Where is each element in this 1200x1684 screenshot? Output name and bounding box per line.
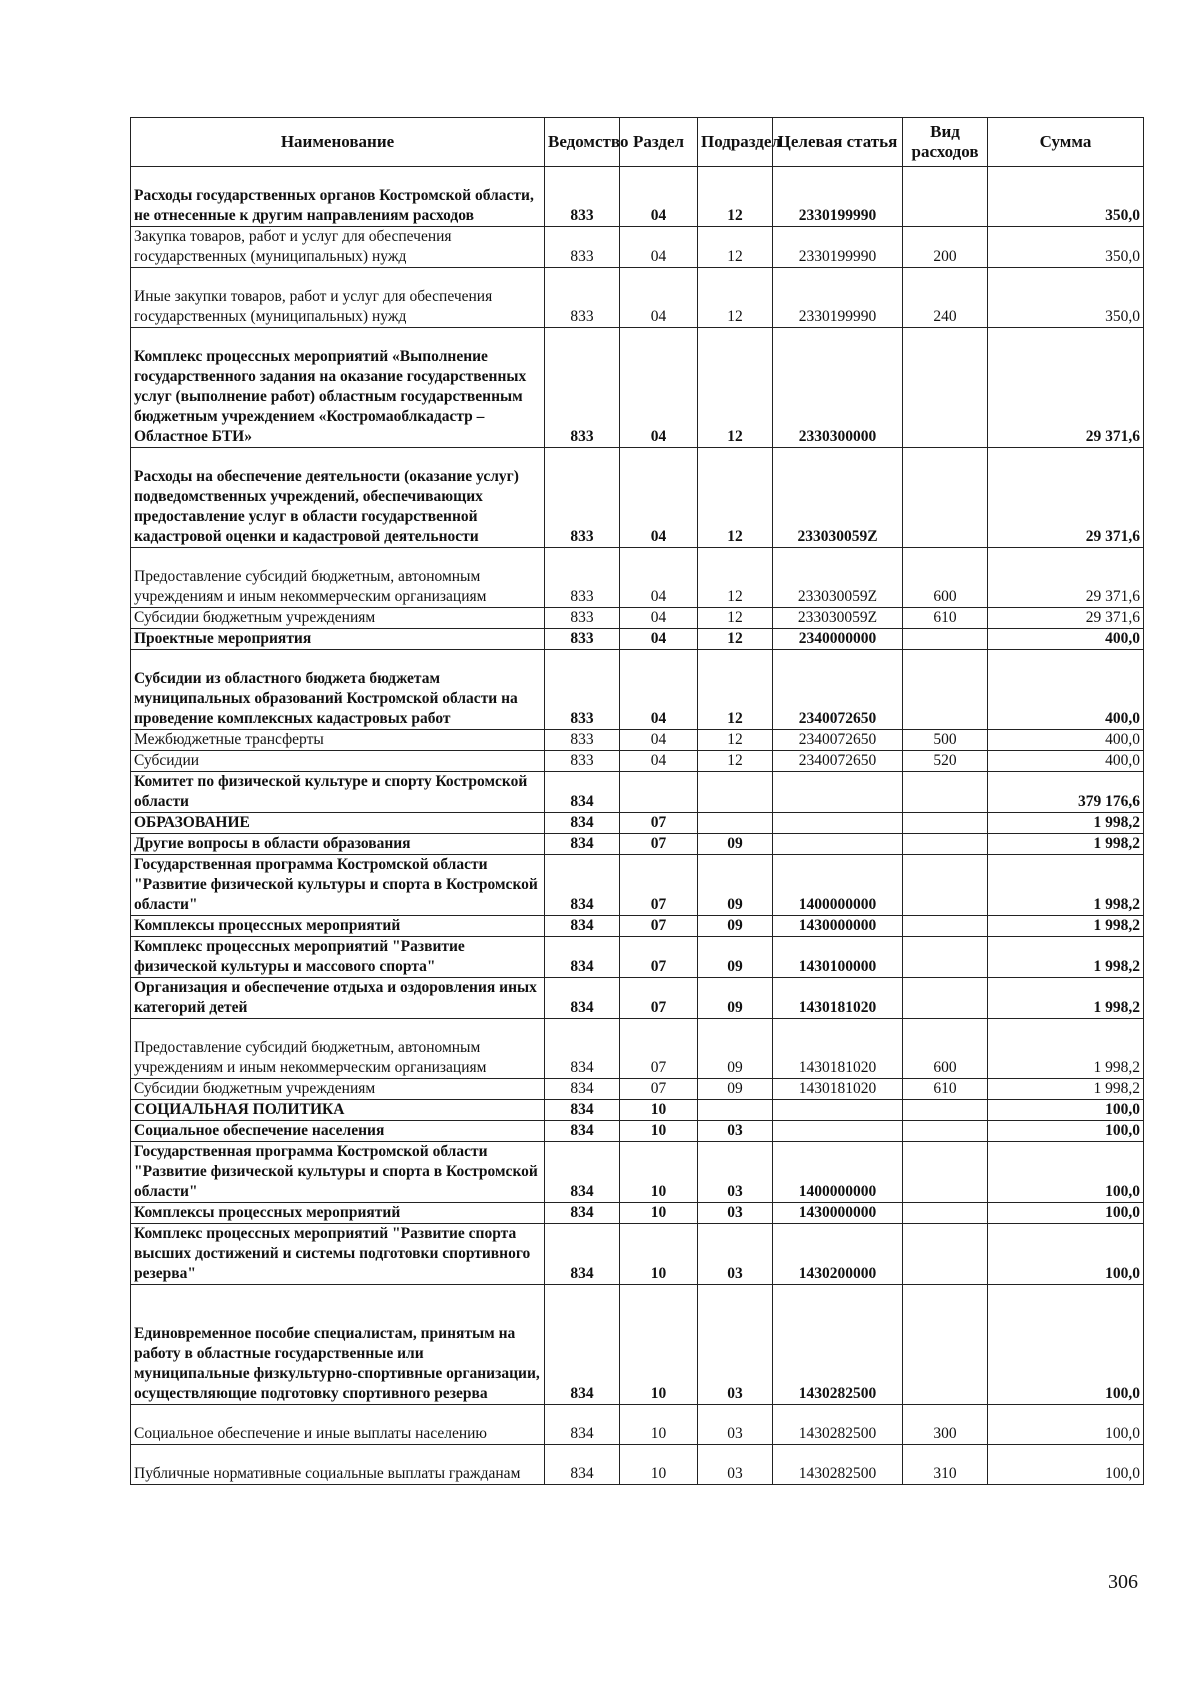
cell-name: Иные закупки товаров, работ и услуг для обеспечения государственных (муниципальных) нужд	[131, 268, 545, 328]
cell-subsection: 12	[698, 629, 773, 650]
cell-subsection: 03	[698, 1285, 773, 1405]
cell-subsection: 09	[698, 978, 773, 1019]
cell-kind: 310	[903, 1445, 988, 1485]
cell-sum: 1 998,2	[988, 834, 1144, 855]
cell-kind	[903, 328, 988, 448]
cell-sum: 100,0	[988, 1203, 1144, 1224]
cell-name: Субсидии из областного бюджета бюджетам муниципальных образований Костромской области на проведение комплексных кадастровых работ	[131, 650, 545, 730]
cell-kind	[903, 1285, 988, 1405]
cell-section: 07	[620, 916, 698, 937]
cell-name: Субсидии бюджетным учреждениям	[131, 1079, 545, 1100]
cell-target: 233030059Z	[773, 608, 903, 629]
cell-subsection: 09	[698, 937, 773, 978]
cell-sum: 100,0	[988, 1405, 1144, 1445]
cell-subsection: 03	[698, 1142, 773, 1203]
cell-subsection: 12	[698, 448, 773, 548]
cell-dept: 834	[545, 1079, 620, 1100]
table-row	[131, 1142, 1144, 1203]
header-kind: Вид расходов	[903, 118, 988, 167]
cell-sum: 1 998,2	[988, 937, 1144, 978]
cell-kind	[903, 1142, 988, 1203]
cell-subsection: 12	[698, 751, 773, 772]
cell-dept: 834	[545, 1405, 620, 1445]
cell-section: 04	[620, 751, 698, 772]
cell-dept: 833	[545, 730, 620, 751]
cell-kind: 200	[903, 227, 988, 268]
cell-sum: 100,0	[988, 1285, 1144, 1405]
table-row	[131, 1019, 1144, 1079]
cell-sum: 379 176,6	[988, 772, 1144, 813]
cell-subsection: 09	[698, 855, 773, 916]
header-row	[131, 118, 1144, 167]
table-row	[131, 629, 1144, 650]
cell-section: 07	[620, 1079, 698, 1100]
cell-sum: 1 998,2	[988, 1079, 1144, 1100]
cell-section	[620, 772, 698, 813]
cell-name: Комплекс процессных мероприятий "Развитие физической культуры и массового спорта"	[131, 937, 545, 978]
cell-name: Проектные мероприятия	[131, 629, 545, 650]
cell-subsection: 12	[698, 227, 773, 268]
cell-kind	[903, 1203, 988, 1224]
cell-kind: 610	[903, 608, 988, 629]
cell-sum: 350,0	[988, 227, 1144, 268]
table-row	[131, 1121, 1144, 1142]
cell-target	[773, 1100, 903, 1121]
cell-subsection: 03	[698, 1203, 773, 1224]
cell-section: 04	[620, 608, 698, 629]
cell-name: Единовременное пособие специалистам, принятым на работу в областные государственные или муниципальные физкультурно-спортивные организации, осуществляющие подготовку спортивного резерва	[131, 1285, 545, 1405]
cell-sum: 100,0	[988, 1142, 1144, 1203]
cell-dept: 834	[545, 978, 620, 1019]
table-row	[131, 1100, 1144, 1121]
cell-kind: 240	[903, 268, 988, 328]
cell-subsection: 03	[698, 1445, 773, 1485]
cell-section: 10	[620, 1203, 698, 1224]
cell-sum: 29 371,6	[988, 608, 1144, 629]
cell-name: Государственная программа Костромской области "Развитие физической культуры и спорта в Костромской области"	[131, 855, 545, 916]
cell-target: 2330199990	[773, 268, 903, 328]
cell-sum: 400,0	[988, 730, 1144, 751]
cell-target: 1430181020	[773, 1079, 903, 1100]
cell-name: Комитет по физической культуре и спорту Костромской области	[131, 772, 545, 813]
table-row	[131, 813, 1144, 834]
header-section: Раздел	[620, 118, 698, 167]
cell-kind: 500	[903, 730, 988, 751]
cell-target: 2330199990	[773, 167, 903, 227]
cell-sum: 100,0	[988, 1100, 1144, 1121]
cell-sum: 400,0	[988, 629, 1144, 650]
cell-subsection: 12	[698, 730, 773, 751]
cell-sum: 29 371,6	[988, 448, 1144, 548]
cell-target: 233030059Z	[773, 448, 903, 548]
table-row	[131, 1224, 1144, 1285]
table-row	[131, 772, 1144, 813]
cell-name: Комплексы процессных мероприятий	[131, 916, 545, 937]
table-row	[131, 448, 1144, 548]
cell-section: 10	[620, 1142, 698, 1203]
cell-sum: 29 371,6	[988, 548, 1144, 608]
cell-sum: 29 371,6	[988, 328, 1144, 448]
cell-target: 1430282500	[773, 1285, 903, 1405]
cell-target	[773, 772, 903, 813]
page-number: 306	[1108, 1571, 1138, 1593]
cell-kind: 600	[903, 548, 988, 608]
cell-target: 1430000000	[773, 1203, 903, 1224]
cell-section: 07	[620, 1019, 698, 1079]
cell-kind	[903, 650, 988, 730]
table-row	[131, 937, 1144, 978]
cell-dept: 833	[545, 227, 620, 268]
cell-section: 07	[620, 978, 698, 1019]
table-row	[131, 1445, 1144, 1485]
cell-subsection: 12	[698, 650, 773, 730]
cell-name: СОЦИАЛЬНАЯ ПОЛИТИКА	[131, 1100, 545, 1121]
cell-name: Расходы на обеспечение деятельности (оказание услуг) подведомственных учреждений, обеспечивающих предоставление услуг в области государственной кадастровой оценки и кадастровой деятельности	[131, 448, 545, 548]
table-row	[131, 1285, 1144, 1405]
table-row	[131, 548, 1144, 608]
cell-section: 10	[620, 1100, 698, 1121]
cell-name: Другие вопросы в области образования	[131, 834, 545, 855]
cell-dept: 833	[545, 268, 620, 328]
cell-target: 2340000000	[773, 629, 903, 650]
cell-name: Государственная программа Костромской области "Развитие физической культуры и спорта в Костромской области"	[131, 1142, 545, 1203]
cell-section: 04	[620, 268, 698, 328]
cell-section: 04	[620, 730, 698, 751]
table-row	[131, 328, 1144, 448]
cell-target: 2330300000	[773, 328, 903, 448]
cell-sum: 1 998,2	[988, 855, 1144, 916]
cell-subsection: 09	[698, 1079, 773, 1100]
cell-kind	[903, 855, 988, 916]
cell-subsection: 12	[698, 167, 773, 227]
cell-dept: 834	[545, 772, 620, 813]
cell-sum: 1 998,2	[988, 916, 1144, 937]
cell-kind: 600	[903, 1019, 988, 1079]
cell-name: Публичные нормативные социальные выплаты гражданам	[131, 1445, 545, 1485]
cell-subsection: 03	[698, 1405, 773, 1445]
cell-section: 07	[620, 937, 698, 978]
table-row	[131, 834, 1144, 855]
cell-subsection: 03	[698, 1121, 773, 1142]
header-target: Целевая статья	[773, 118, 903, 167]
cell-kind	[903, 772, 988, 813]
cell-subsection	[698, 1100, 773, 1121]
cell-kind: 520	[903, 751, 988, 772]
cell-dept: 834	[545, 1203, 620, 1224]
cell-subsection: 12	[698, 548, 773, 608]
cell-sum: 400,0	[988, 751, 1144, 772]
cell-target	[773, 813, 903, 834]
cell-name: Предоставление субсидий бюджетным, автономным учреждениям и иным некоммерческим организациям	[131, 548, 545, 608]
cell-dept: 833	[545, 751, 620, 772]
cell-dept: 834	[545, 916, 620, 937]
cell-name: Организация и обеспечение отдыха и оздоровления иных категорий детей	[131, 978, 545, 1019]
table-row	[131, 751, 1144, 772]
cell-section: 10	[620, 1445, 698, 1485]
cell-name: Комплекс процессных мероприятий «Выполнение государственного задания на оказание государственных услуг (выполнение работ) областным государственным бюджетным учреждением «Костромаоблкадастр – Областное БТИ»	[131, 328, 545, 448]
cell-dept: 834	[545, 813, 620, 834]
cell-name: Предоставление субсидий бюджетным, автономным учреждениям и иным некоммерческим организациям	[131, 1019, 545, 1079]
table-row	[131, 730, 1144, 751]
cell-name: Расходы государственных органов Костромской области, не отнесенные к другим направлениям расходов	[131, 167, 545, 227]
table-row	[131, 916, 1144, 937]
table-row	[131, 1079, 1144, 1100]
cell-dept: 833	[545, 328, 620, 448]
cell-section: 10	[620, 1405, 698, 1445]
cell-section: 04	[620, 328, 698, 448]
cell-kind: 300	[903, 1405, 988, 1445]
cell-sum: 100,0	[988, 1445, 1144, 1485]
cell-dept: 833	[545, 167, 620, 227]
cell-target: 1430200000	[773, 1224, 903, 1285]
cell-sum: 1 998,2	[988, 978, 1144, 1019]
cell-sum: 350,0	[988, 167, 1144, 227]
header-subsection: Подраздел	[698, 118, 773, 167]
cell-subsection	[698, 772, 773, 813]
cell-dept: 834	[545, 1285, 620, 1405]
cell-section: 04	[620, 227, 698, 268]
cell-name: Субсидии бюджетным учреждениям	[131, 608, 545, 629]
cell-section: 04	[620, 167, 698, 227]
cell-section: 10	[620, 1121, 698, 1142]
cell-kind	[903, 1100, 988, 1121]
cell-target: 1430100000	[773, 937, 903, 978]
cell-sum: 100,0	[988, 1224, 1144, 1285]
cell-kind	[903, 448, 988, 548]
cell-target: 233030059Z	[773, 548, 903, 608]
table-row	[131, 650, 1144, 730]
cell-kind	[903, 916, 988, 937]
cell-kind	[903, 813, 988, 834]
table-row	[131, 1203, 1144, 1224]
table-row	[131, 608, 1144, 629]
header-name: Наименование	[131, 118, 545, 167]
header-sum: Сумма	[988, 118, 1144, 167]
cell-kind	[903, 167, 988, 227]
cell-sum: 1 998,2	[988, 1019, 1144, 1079]
cell-section: 04	[620, 629, 698, 650]
table-row	[131, 855, 1144, 916]
table-body	[131, 167, 1144, 1485]
cell-subsection: 09	[698, 834, 773, 855]
budget-table	[130, 117, 1144, 1485]
cell-kind	[903, 1224, 988, 1285]
cell-kind: 610	[903, 1079, 988, 1100]
cell-section: 04	[620, 650, 698, 730]
cell-subsection: 12	[698, 268, 773, 328]
cell-name: ОБРАЗОВАНИЕ	[131, 813, 545, 834]
cell-target: 1430282500	[773, 1405, 903, 1445]
cell-dept: 834	[545, 834, 620, 855]
cell-target: 1430181020	[773, 1019, 903, 1079]
cell-name: Субсидии	[131, 751, 545, 772]
header-dept: Ведомство	[545, 118, 620, 167]
cell-kind	[903, 1121, 988, 1142]
cell-subsection: 09	[698, 916, 773, 937]
cell-section: 10	[620, 1224, 698, 1285]
cell-kind	[903, 978, 988, 1019]
table-row	[131, 167, 1144, 227]
cell-dept: 834	[545, 855, 620, 916]
cell-subsection: 03	[698, 1224, 773, 1285]
cell-target: 1430000000	[773, 916, 903, 937]
cell-subsection: 12	[698, 328, 773, 448]
cell-target: 1430282500	[773, 1445, 903, 1485]
cell-sum: 350,0	[988, 268, 1144, 328]
table-row	[131, 227, 1144, 268]
cell-kind	[903, 629, 988, 650]
cell-sum: 100,0	[988, 1121, 1144, 1142]
cell-section: 07	[620, 813, 698, 834]
cell-name: Социальное обеспечение и иные выплаты населению	[131, 1405, 545, 1445]
cell-dept: 834	[545, 937, 620, 978]
cell-dept: 834	[545, 1224, 620, 1285]
cell-subsection: 12	[698, 608, 773, 629]
cell-section: 07	[620, 855, 698, 916]
cell-target: 1400000000	[773, 1142, 903, 1203]
table-row	[131, 268, 1144, 328]
cell-dept: 834	[545, 1445, 620, 1485]
cell-dept: 834	[545, 1142, 620, 1203]
cell-target	[773, 1121, 903, 1142]
cell-name: Комплекс процессных мероприятий "Развитие спорта высших достижений и системы подготовки спортивного резерва"	[131, 1224, 545, 1285]
table-row	[131, 1405, 1144, 1445]
cell-section: 10	[620, 1285, 698, 1405]
cell-dept: 833	[545, 448, 620, 548]
cell-target: 1400000000	[773, 855, 903, 916]
cell-dept: 834	[545, 1100, 620, 1121]
table-header	[131, 118, 1144, 167]
cell-section: 07	[620, 834, 698, 855]
cell-dept: 833	[545, 548, 620, 608]
cell-dept: 833	[545, 650, 620, 730]
cell-target: 2340072650	[773, 650, 903, 730]
table-row	[131, 978, 1144, 1019]
cell-dept: 834	[545, 1019, 620, 1079]
cell-dept: 834	[545, 1121, 620, 1142]
cell-name: Межбюджетные трансферты	[131, 730, 545, 751]
cell-target: 2340072650	[773, 751, 903, 772]
cell-subsection: 09	[698, 1019, 773, 1079]
cell-section: 04	[620, 548, 698, 608]
cell-dept: 833	[545, 629, 620, 650]
cell-name: Социальное обеспечение населения	[131, 1121, 545, 1142]
cell-target	[773, 834, 903, 855]
cell-dept: 833	[545, 608, 620, 629]
cell-sum: 1 998,2	[988, 813, 1144, 834]
cell-target: 2330199990	[773, 227, 903, 268]
cell-section: 04	[620, 448, 698, 548]
cell-target: 2340072650	[773, 730, 903, 751]
cell-target: 1430181020	[773, 978, 903, 1019]
cell-name: Комплексы процессных мероприятий	[131, 1203, 545, 1224]
cell-name: Закупка товаров, работ и услуг для обеспечения государственных (муниципальных) нужд	[131, 227, 545, 268]
cell-subsection	[698, 813, 773, 834]
cell-kind	[903, 937, 988, 978]
cell-sum: 400,0	[988, 650, 1144, 730]
cell-kind	[903, 834, 988, 855]
